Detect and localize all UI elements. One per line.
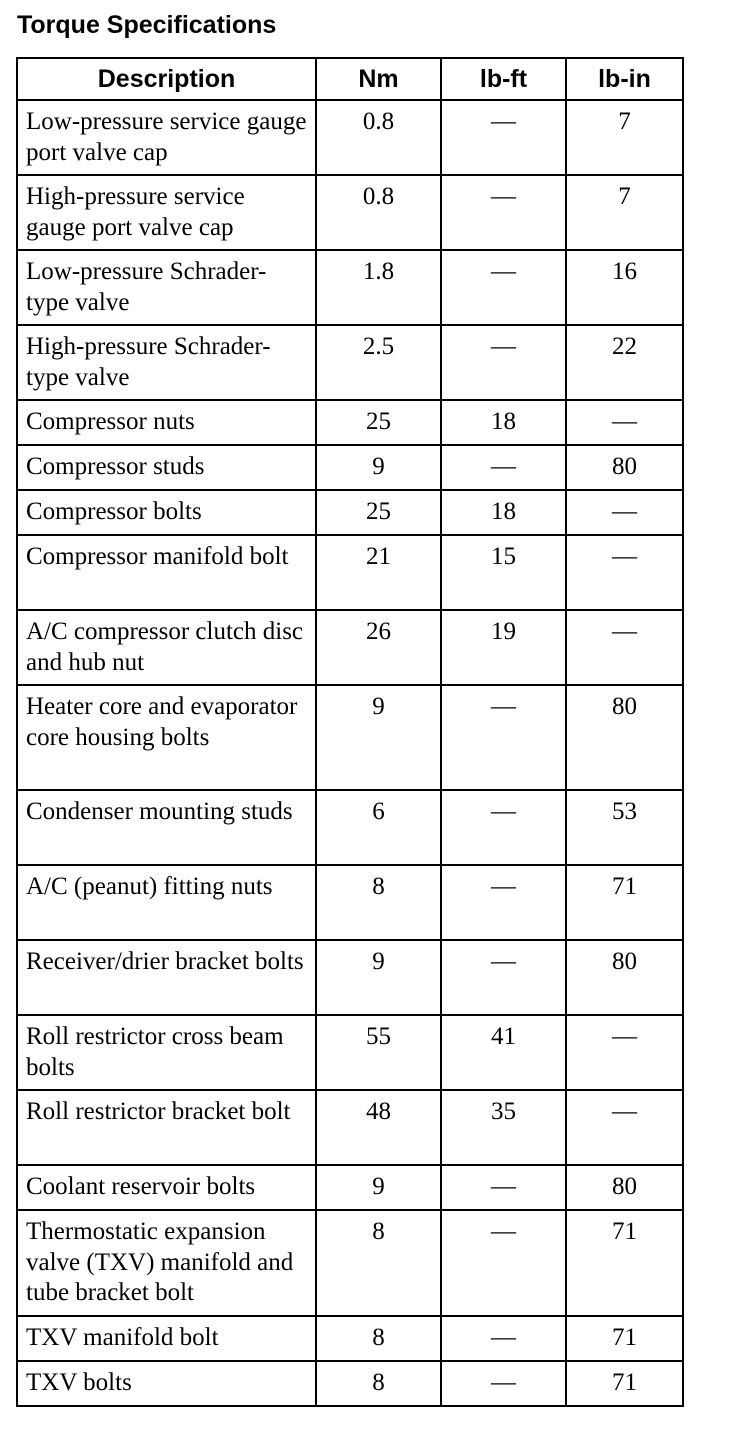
lbft-cell: — (441, 685, 566, 790)
table-row (17, 1090, 683, 1165)
lbin-cell: 80 (566, 1165, 683, 1210)
nm-cell: 0.8 (316, 175, 441, 250)
table-row (17, 610, 683, 685)
page-title: Torque Specifications (17, 11, 277, 39)
description-cell: Low-pressure service gauge port valve cap (17, 100, 316, 175)
lbft-cell: — (441, 250, 566, 325)
lbin-cell: 22 (566, 325, 683, 400)
nm-cell: 48 (316, 1090, 441, 1165)
table-row (17, 865, 683, 940)
table-row (17, 445, 683, 490)
lbft-cell: — (441, 1361, 566, 1406)
description-cell: Receiver/drier bracket bolts (17, 940, 316, 1015)
table-row (17, 790, 683, 865)
description-cell: TXV bolts (17, 1361, 316, 1406)
nm-cell: 26 (316, 610, 441, 685)
lbft-cell: — (441, 940, 566, 1015)
description-cell: Compressor studs (17, 445, 316, 490)
description-cell: High-pressure service gauge port valve cap (17, 175, 316, 250)
lbin-cell: 80 (566, 940, 683, 1015)
lbft-cell: — (441, 1165, 566, 1210)
lbft-cell: — (441, 865, 566, 940)
description-cell: Thermostatic expansion valve (TXV) manifold and tube bracket bolt (17, 1210, 316, 1316)
nm-cell: 8 (316, 1361, 441, 1406)
table-row (17, 940, 683, 1015)
nm-cell: 8 (316, 1316, 441, 1361)
lbin-cell: 71 (566, 865, 683, 940)
lbft-cell: — (441, 1316, 566, 1361)
nm-cell: 1.8 (316, 250, 441, 325)
nm-cell: 9 (316, 940, 441, 1015)
lbft-cell: 18 (441, 490, 566, 535)
column-header-description: Description (17, 58, 316, 100)
table-row (17, 1015, 683, 1090)
lbin-cell: — (566, 490, 683, 535)
nm-cell: 9 (316, 1165, 441, 1210)
lbin-cell: 80 (566, 685, 683, 790)
table-row (17, 490, 683, 535)
description-cell: Heater core and evaporator core housing bolts (17, 685, 316, 790)
lbft-cell: — (441, 100, 566, 175)
description-cell: Compressor manifold bolt (17, 535, 316, 610)
table-row (17, 1316, 683, 1361)
table-row (17, 1361, 683, 1406)
table-row (17, 1210, 683, 1316)
lbft-cell: — (441, 175, 566, 250)
lbin-cell: 7 (566, 100, 683, 175)
nm-cell: 2.5 (316, 325, 441, 400)
description-cell: A/C compressor clutch disc and hub nut (17, 610, 316, 685)
lbin-cell: 7 (566, 175, 683, 250)
description-cell: Coolant reservoir bolts (17, 1165, 316, 1210)
table-row (17, 1165, 683, 1210)
table-row (17, 535, 683, 610)
lbin-cell: — (566, 1015, 683, 1090)
lbin-cell: — (566, 610, 683, 685)
table-row (17, 685, 683, 790)
lbft-cell: — (441, 445, 566, 490)
nm-cell: 6 (316, 790, 441, 865)
lbft-cell: 41 (441, 1015, 566, 1090)
description-cell: Condenser mounting studs (17, 790, 316, 865)
torque-spec-table (16, 57, 684, 1407)
table-row (17, 175, 683, 250)
table-row (17, 100, 683, 175)
lbft-cell: — (441, 325, 566, 400)
lbft-cell: — (441, 790, 566, 865)
lbft-cell: 35 (441, 1090, 566, 1165)
description-cell: Compressor nuts (17, 400, 316, 445)
lbin-cell: — (566, 535, 683, 610)
nm-cell: 25 (316, 490, 441, 535)
table-row (17, 250, 683, 325)
description-cell: Roll restrictor cross beam bolts (17, 1015, 316, 1090)
lbin-cell: 71 (566, 1210, 683, 1316)
lbft-cell: 15 (441, 535, 566, 610)
lbin-cell: 71 (566, 1361, 683, 1406)
column-header-lbft: lb-ft (441, 58, 566, 100)
nm-cell: 0.8 (316, 100, 441, 175)
header-row (17, 58, 683, 100)
lbin-cell: 80 (566, 445, 683, 490)
lbin-cell: 71 (566, 1316, 683, 1361)
lbin-cell: — (566, 400, 683, 445)
column-header-nm: Nm (316, 58, 441, 100)
column-header-lbin: lb-in (566, 58, 683, 100)
nm-cell: 25 (316, 400, 441, 445)
description-cell: Compressor bolts (17, 490, 316, 535)
description-cell: Low-pressure Schrader-type valve (17, 250, 316, 325)
lbin-cell: 16 (566, 250, 683, 325)
description-cell: High-pressure Schrader-type valve (17, 325, 316, 400)
lbin-cell: 53 (566, 790, 683, 865)
nm-cell: 9 (316, 685, 441, 790)
lbft-cell: 19 (441, 610, 566, 685)
description-cell: TXV manifold bolt (17, 1316, 316, 1361)
nm-cell: 21 (316, 535, 441, 610)
table-row (17, 400, 683, 445)
nm-cell: 9 (316, 445, 441, 490)
nm-cell: 8 (316, 865, 441, 940)
nm-cell: 8 (316, 1210, 441, 1316)
lbin-cell: — (566, 1090, 683, 1165)
lbft-cell: 18 (441, 400, 566, 445)
table-row (17, 325, 683, 400)
lbft-cell: — (441, 1210, 566, 1316)
nm-cell: 55 (316, 1015, 441, 1090)
description-cell: A/C (peanut) fitting nuts (17, 865, 316, 940)
description-cell: Roll restrictor bracket bolt (17, 1090, 316, 1165)
